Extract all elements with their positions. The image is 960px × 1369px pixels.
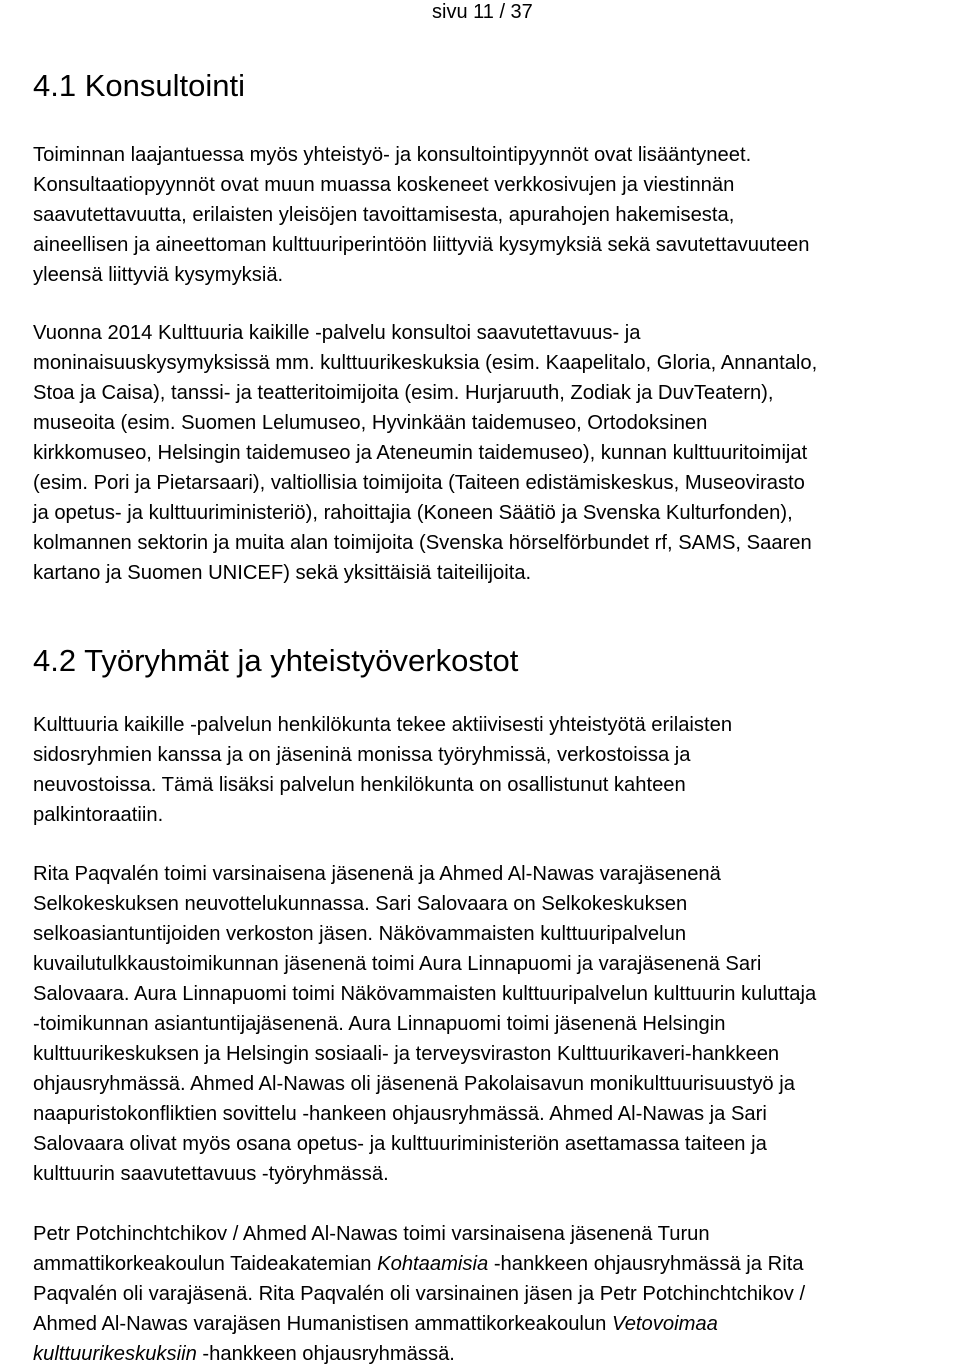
paragraph-konsultointi-intro — [33, 140, 960, 290]
text-line: Paqvalén oli varajäsenä. Rita Paqvalén oli varsinainen jäsen ja Petr Potchinchtchikov / — [33, 1283, 806, 1305]
text-line: ohjausryhmässä. Ahmed Al-Nawas oli jäsenenä Pakolaisavun monikulttuurisuustyö ja — [33, 1073, 795, 1095]
paragraph-konsultointi-2014 — [33, 318, 960, 588]
text-line — [33, 1249, 960, 1279]
text-line: aineellisen ja aineettoman kulttuuriperintöön liittyviä kysymyksiä sekä savutettavuuteen — [33, 234, 810, 256]
text-line: museoita (esim. Suomen Lelumuseo, Hyvinkään taidemuseo, Ortodoksinen — [33, 412, 708, 434]
page-number: sivu 11 / 37 — [432, 1, 533, 23]
text-segment: -hankkeen ohjausryhmässä. — [196, 1343, 455, 1365]
text-line: Selkokeskuksen neuvottelukunnassa. Sari Salovaara on Selkokeskuksen — [33, 893, 688, 915]
section-heading-konsultointi: 4.1 Konsultointi — [33, 68, 245, 103]
paragraph-tyoryhmat-projects — [33, 1219, 960, 1369]
text-segment: Ahmed Al-Nawas varajäsen Humanistisen ammattikorkeakoulun — [33, 1313, 612, 1335]
text-segment: ammattikorkeakoulun Taideakatemian — [33, 1253, 378, 1275]
paragraph-tyoryhmat-members — [33, 859, 960, 1189]
text-line: Salovaara. Aura Linnapuomi toimi Näkövammaisten kulttuuripalvelun kulttuurin kuluttaja — [33, 983, 817, 1005]
text-line: kirkkomuseo, Helsingin taidemuseo ja Ateneumin taidemuseo), kunnan kulttuuritoimijat — [33, 442, 808, 464]
text-segment: -hankkeen ohjausryhmässä ja Rita — [488, 1253, 804, 1275]
text-line: yleensä liittyviä kysymyksiä. — [33, 264, 284, 286]
text-line: (esim. Pori ja Pietarsaari), valtiollisia toimijoita (Taiteen edistämiskeskus, Museovirasto — [33, 472, 805, 494]
text-line: saavutettavuutta, erilaisten yleisöjen tavoittamisesta, apurahojen hakemisesta, — [33, 204, 735, 226]
text-line: Petr Potchinchtchikov / Ahmed Al-Nawas toimi varsinaisena jäsenenä Turun — [33, 1223, 710, 1245]
project-name-kulttuurikeskuksiin: kulttuurikeskuksiin — [33, 1343, 197, 1365]
text-line: kartano ja Suomen UNICEF) sekä yksittäisiä taiteilijoita. — [33, 562, 532, 584]
text-line: Stoa ja Caisa), tanssi- ja teatteritoimijoita (esim. Hurjaruuth, Zodiak ja DuvTeatern), — [33, 382, 774, 404]
text-line: Salovaara olivat myös osana opetus- ja kulttuuriministeriön asettamassa taiteen ja — [33, 1133, 767, 1155]
section-heading-tyoryhmat: 4.2 Työryhmät ja yhteistyöverkostot — [33, 643, 519, 678]
text-line: Kulttuuria kaikille -palvelun henkilökunta tekee aktiivisesti yhteistyötä erilaisten — [33, 714, 733, 736]
text-line: kulttuurin saavutettavuus -työryhmässä. — [33, 1163, 389, 1185]
text-line: naapuristokonfliktien sovittelu -hankeen ohjausryhmässä. Ahmed Al-Nawas ja Sari — [33, 1103, 767, 1125]
text-line — [33, 1309, 960, 1339]
paragraph-tyoryhmat-intro — [33, 710, 960, 830]
text-line: kolmannen sektorin ja muita alan toimijoita (Svenska hörselförbundet rf, SAMS, Saaren — [33, 532, 812, 554]
text-line: moninaisuuskysymyksissä mm. kulttuurikeskuksia (esim. Kaapelitalo, Gloria, Annantalo, — [33, 352, 818, 374]
text-line: selkoasiantuntijoiden verkoston jäsen. Näkövammaisten kulttuuripalvelun — [33, 923, 687, 945]
project-name-kohtaamisia: Kohtaamisia — [377, 1253, 489, 1275]
text-line: Toiminnan laajantuessa myös yhteistyö- ja konsultointipyynnöt ovat lisääntyneet. — [33, 144, 752, 166]
project-name-vetovoimaa: Vetovoimaa — [611, 1313, 718, 1335]
text-line: kulttuurikeskuksen ja Helsingin sosiaali- ja terveysviraston Kulttuurikaveri-hankkeen — [33, 1043, 780, 1065]
text-line: kuvailutulkkaustoimikunnan jäsenenä toimi Aura Linnapuomi ja varajäsenenä Sari — [33, 953, 762, 975]
text-line: neuvostoissa. Tämä lisäksi palvelun henkilökunta on osallistunut kahteen — [33, 774, 686, 796]
text-line: Rita Paqvalén toimi varsinaisena jäsenenä ja Ahmed Al-Nawas varajäsenenä — [33, 863, 721, 885]
text-line: palkintoraatiin. — [33, 804, 164, 826]
text-line: Vuonna 2014 Kulttuuria kaikille -palvelu konsultoi saavutettavuus- ja — [33, 322, 641, 344]
text-line: sidosryhmien kanssa ja on jäseninä monissa työryhmissä, verkostoissa ja — [33, 744, 691, 766]
text-line — [33, 1339, 960, 1369]
text-line: ja opetus- ja kulttuuriministeriö), rahoittajia (Koneen Säätiö ja Svenska Kulturfonden), — [33, 502, 793, 524]
text-line: Konsultaatiopyynnöt ovat muun muassa koskeneet verkkosivujen ja viestinnän — [33, 174, 735, 196]
text-line: -toimikunnan asiantuntijajäsenenä. Aura Linnapuomi toimi jäsenenä Helsingin — [33, 1013, 726, 1035]
